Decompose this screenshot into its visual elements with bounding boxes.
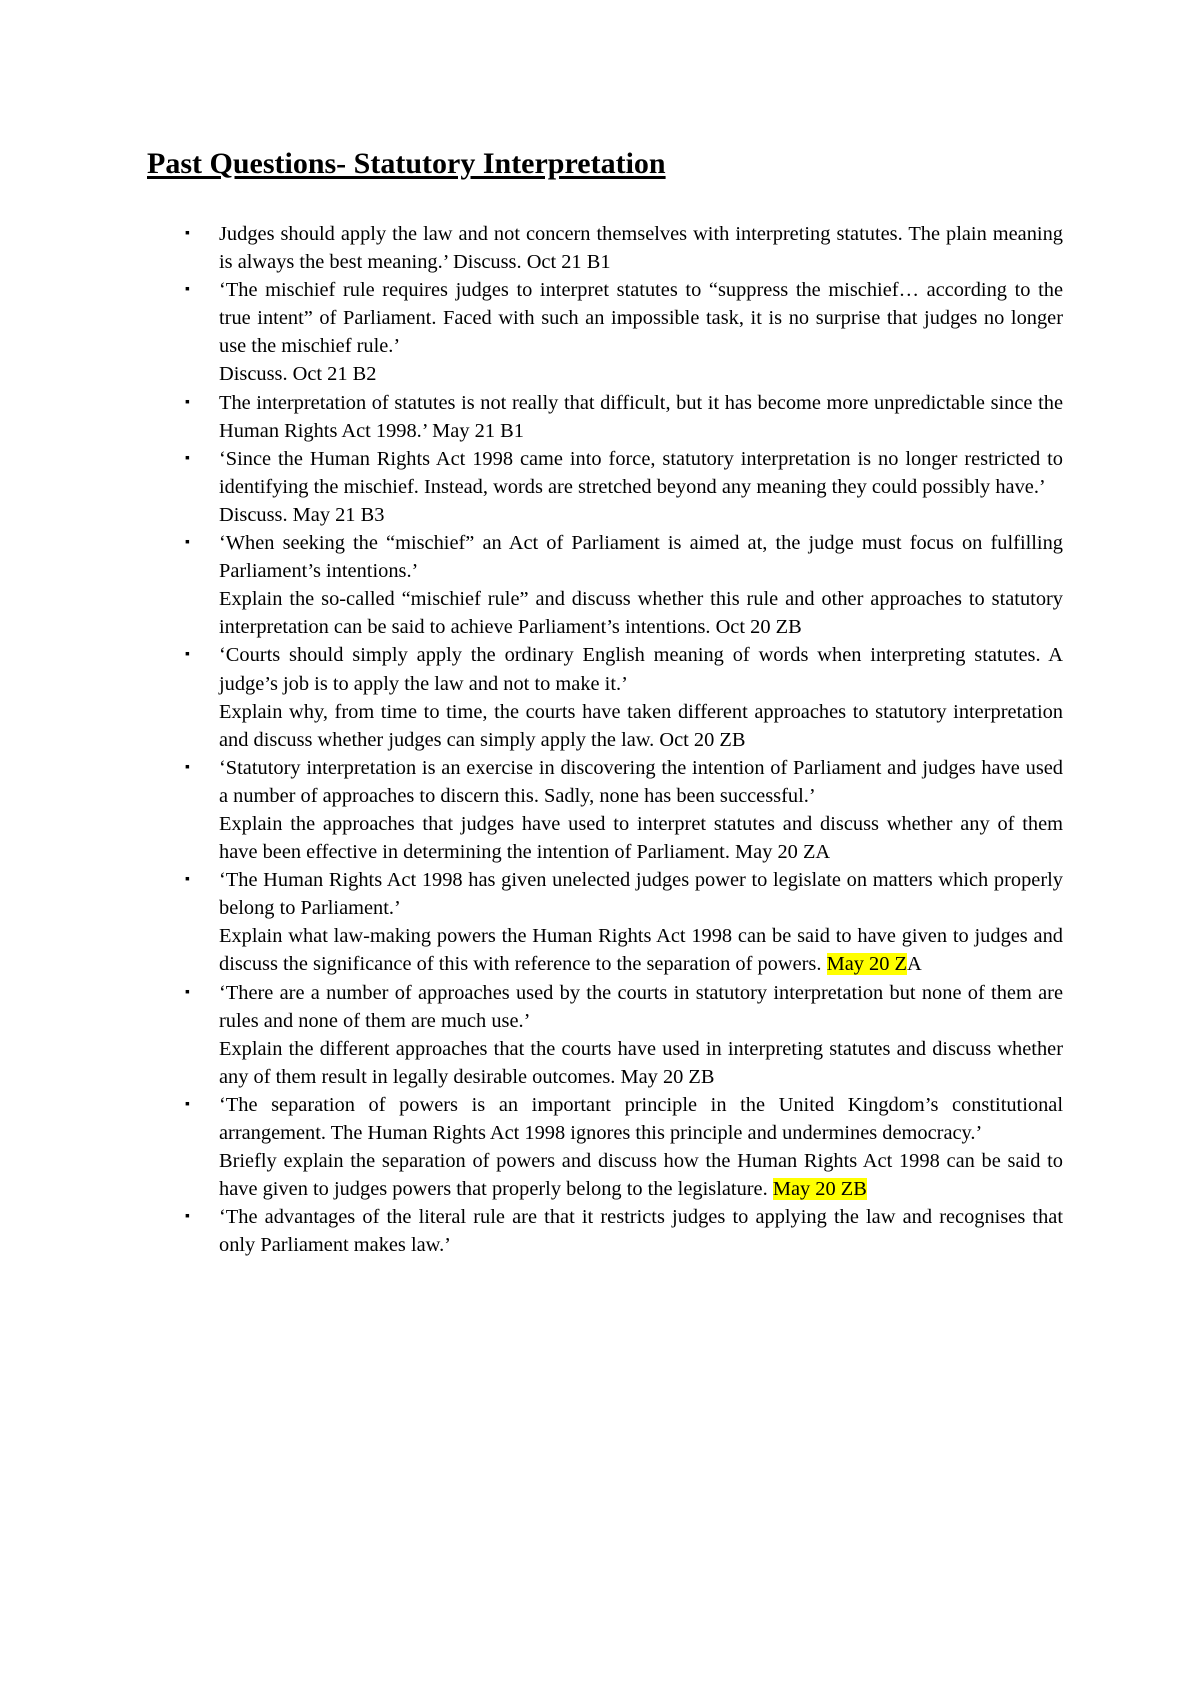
instruction-text: Explain what law-making powers the Human Rights Act 1998 can be said to have given to judges and discuss the significance of this with reference to the separation of powers. (219, 925, 1063, 976)
square-bullet-icon: ▪ (185, 282, 190, 298)
square-bullet-icon: ▪ (185, 872, 190, 888)
question-item (185, 389, 1063, 445)
question-text: ‘The mischief rule requires judges to interpret statutes to “suppress the mischief… according to the true intent” of Parliament. Faced with such an impossible task, it is no surprise that judges no longer use the mischief rule.’ (219, 279, 1063, 358)
question-item (185, 1091, 1063, 1203)
square-bullet-icon: ▪ (185, 759, 190, 775)
question-instruction: Discuss. Oct 21 B2 (219, 363, 377, 386)
question-item (185, 754, 1063, 866)
question-list (185, 220, 1063, 1259)
instruction-text: Briefly explain the separation of powers and discuss how the Human Rights Act 1998 can be said to have given to judges powers that properly belong to the legislature. (219, 1150, 1063, 1201)
question-text: The interpretation of statutes is not really that difficult, but it has become more unpredictable since the Human Rights Act 1998.’ May 21 B1 (219, 391, 1063, 442)
question-text: ‘The advantages of the literal rule are that it restricts judges to applying the law and recognises that only Parliament makes law.’ (219, 1206, 1063, 1257)
question-item (185, 1203, 1063, 1259)
square-bullet-icon: ▪ (185, 394, 190, 410)
square-bullet-icon: ▪ (185, 1096, 190, 1112)
question-instruction: Explain the so-called “mischief rule” and discuss whether this rule and other approaches to statutory interpretation can be said to achieve Parliament’s intentions. Oct 20 ZB (219, 588, 1063, 639)
highlighted-exam-code: May 20 Z (826, 953, 907, 976)
square-bullet-icon: ▪ (185, 226, 190, 241)
question-instruction: Discuss. May 21 B3 (219, 503, 385, 526)
question-item (185, 220, 1063, 276)
question-instruction (219, 1147, 1063, 1203)
question-item (185, 641, 1063, 753)
square-bullet-icon: ▪ (185, 647, 190, 663)
question-text: ‘Statutory interpretation is an exercise in discovering the intention of Parliament and judges have used a number of approaches to discern this. Sadly, none has been successful.’ (219, 756, 1063, 807)
square-bullet-icon: ▪ (185, 984, 190, 1000)
question-item (185, 979, 1063, 1091)
square-bullet-icon: ▪ (185, 450, 190, 466)
question-instruction: Explain the different approaches that the courts have used in interpreting statutes and discuss whether any of them result in legally desirable outcomes. May 20 ZB (219, 1037, 1063, 1088)
question-text: ‘Since the Human Rights Act 1998 came into force, statutory interpretation is no longer restricted to identifying the mischief. Instead, words are stretched beyond any meaning they could possibly have.’ (219, 447, 1063, 498)
highlighted-exam-code: May 20 ZB (772, 1178, 867, 1201)
question-instruction: Explain the approaches that judges have used to interpret statutes and discuss whether any of them have been effective in determining the intention of Parliament. May 20 ZA (219, 812, 1063, 864)
question-item (185, 529, 1063, 641)
document-title: Past Questions- Statutory Interpretation (147, 147, 666, 180)
exam-code-tail: A (907, 953, 922, 976)
question-item (185, 866, 1063, 978)
square-bullet-icon: ▪ (185, 1209, 190, 1225)
question-text: ‘Courts should simply apply the ordinary English meaning of words when interpreting statutes. A judge’s job is to apply the law and not to make it.’ (219, 644, 1063, 695)
question-instruction: Explain why, from time to time, the courts have taken different approaches to statutory interpretation and discuss whether judges can simply apply the law. Oct 20 ZB (219, 700, 1063, 751)
question-instruction (219, 922, 1063, 978)
question-text: ‘The separation of powers is an important principle in the United Kingdom’s constitutional arrangement. The Human Rights Act 1998 ignores this principle and undermines democracy.’ (219, 1093, 1063, 1144)
question-item (185, 276, 1063, 388)
question-text: Judges should apply the law and not concern themselves with interpreting statutes. The plain meaning is always the best meaning.’ Discuss. Oct 21 B1 (219, 223, 1063, 274)
square-bullet-icon: ▪ (185, 535, 190, 551)
question-text: ‘The Human Rights Act 1998 has given unelected judges power to legislate on matters which properly belong to Parliament.’ (219, 869, 1063, 920)
question-text: ‘When seeking the “mischief” an Act of Parliament is aimed at, the judge must focus on fulfilling Parliament’s intentions.’ (219, 532, 1063, 583)
question-item (185, 445, 1063, 529)
question-text: ‘There are a number of approaches used by the courts in statutory interpretation but none of them are rules and none of them are much use.’ (219, 981, 1063, 1032)
